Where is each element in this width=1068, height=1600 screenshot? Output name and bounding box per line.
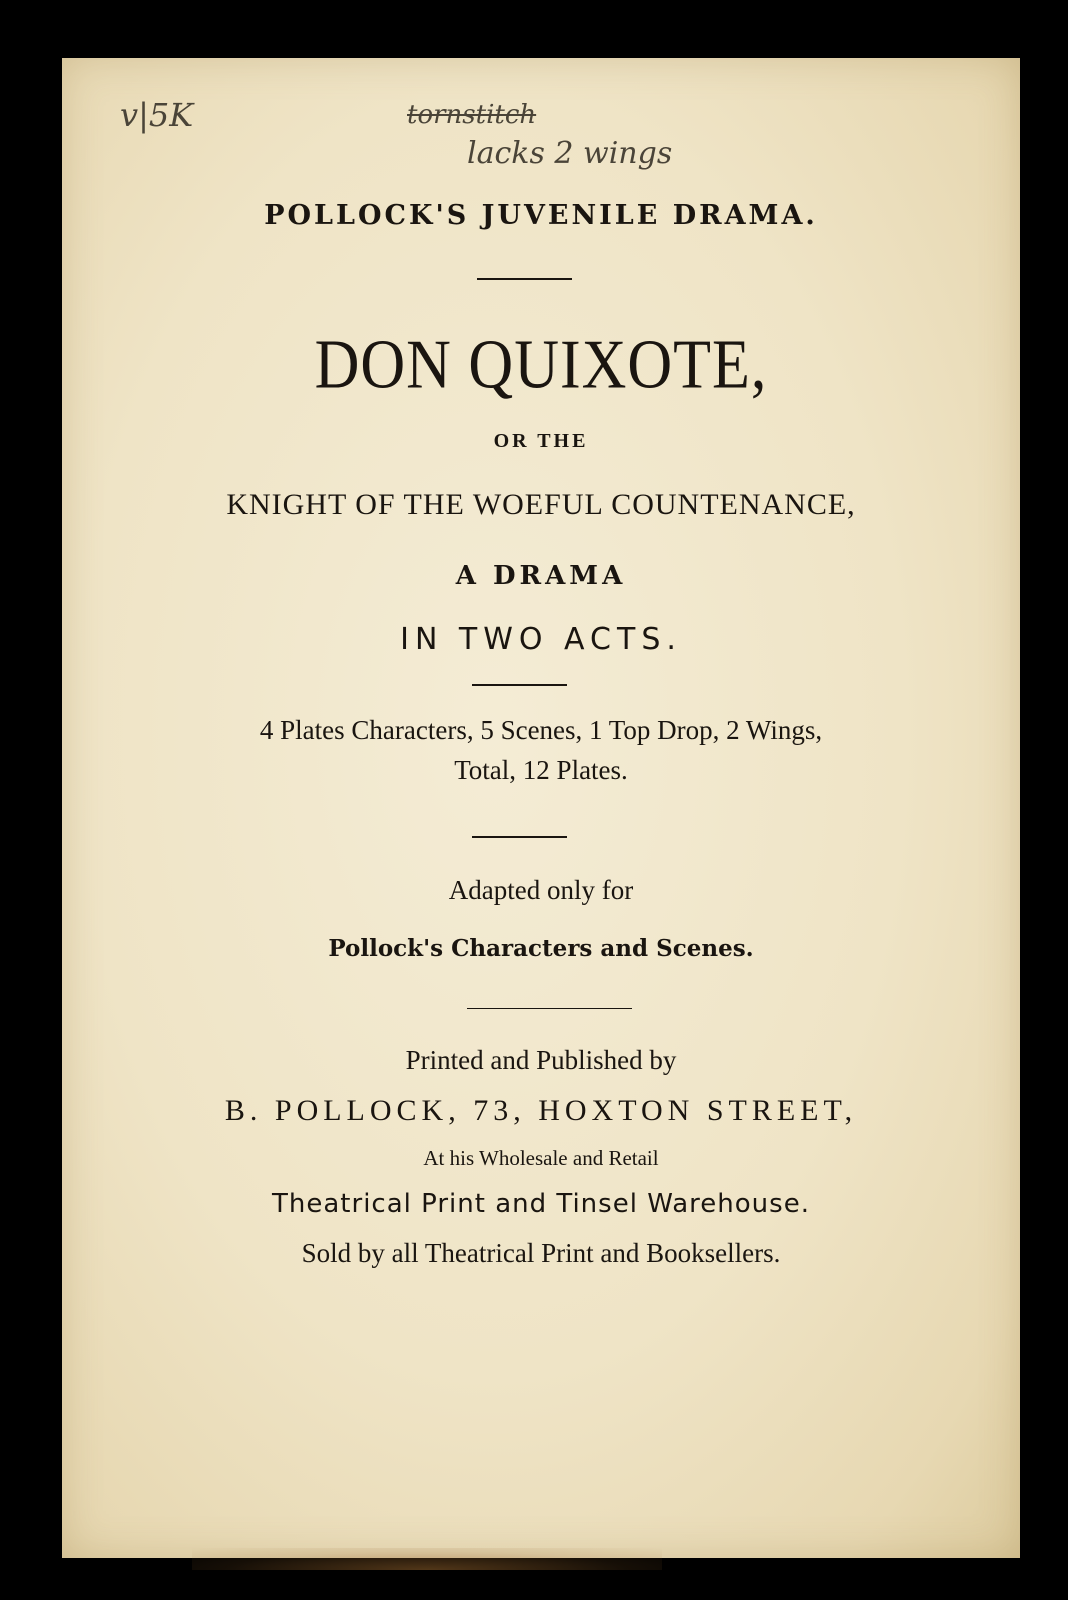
play-subtitle: KNIGHT OF THE WOEFUL COUNTENANCE, <box>226 488 856 521</box>
or-the: OR THE <box>493 430 589 452</box>
warehouse-line: Theatrical Print and Tinsel Warehouse. <box>272 1189 810 1219</box>
plates-line-1: 4 Plates Characters, 5 Scenes, 1 Top Drop, 2 Wings, <box>259 715 823 745</box>
wholesale-line: At his Wholesale and Retail <box>423 1146 659 1170</box>
acts-line: IN TWO ACTS. <box>400 622 682 657</box>
divider-1 <box>477 278 572 280</box>
publisher-address: B. POLLOCK, 73, HOXTON STREET, <box>224 1094 858 1127</box>
booklet-cover <box>62 58 1020 1558</box>
struck-pencil-word: tornstitch <box>407 100 537 130</box>
corner-pencil-note: v|5K <box>120 96 194 134</box>
adapted-line: Adapted only for <box>448 875 634 905</box>
printed-by-line: Printed and Published by <box>405 1045 677 1075</box>
pencil-note: lacks 2 wings <box>467 136 673 171</box>
water-stain <box>192 1548 662 1570</box>
characters-scenes-line: Pollock's Characters and Scenes. <box>328 935 754 962</box>
plates-line-2: Total, 12 Plates. <box>454 755 628 785</box>
series-title: POLLOCK'S JUVENILE DRAMA. <box>264 200 818 231</box>
genre-line: A DRAMA <box>455 561 627 591</box>
divider-3 <box>472 836 567 838</box>
divider-2 <box>472 684 567 686</box>
divider-4 <box>467 1008 632 1009</box>
play-title: DON QUIXOTE, <box>314 326 768 404</box>
booksellers-line: Sold by all Theatrical Print and Booksellers. <box>301 1238 781 1268</box>
